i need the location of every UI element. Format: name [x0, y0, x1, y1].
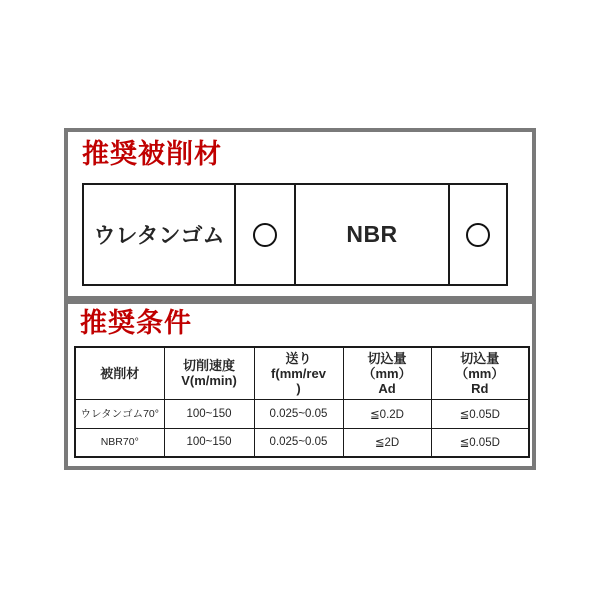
- conditions-panel-title: 推奨条件: [80, 308, 192, 338]
- material-nbr-mark-cell: [448, 185, 506, 284]
- cell-speed: 100~150: [164, 428, 254, 457]
- header-depth-of-cut-ad: 切込量 （mm） Ad: [343, 347, 431, 399]
- material-urethane-mark-cell: [234, 185, 294, 284]
- cell-rd: ≦0.05D: [431, 428, 529, 457]
- material-name-nbr: NBR: [294, 185, 448, 284]
- cell-feed: 0.025~0.05: [254, 428, 343, 457]
- materials-panel-title: 推奨被削材: [82, 139, 222, 169]
- circle-mark-icon: [466, 223, 490, 247]
- header-cutting-speed: 切削速度 V(m/min): [164, 347, 254, 399]
- cell-feed: 0.025~0.05: [254, 399, 343, 428]
- cell-ad: ≦2D: [343, 428, 431, 457]
- cell-ad: ≦0.2D: [343, 399, 431, 428]
- recommended-materials-panel: [64, 128, 536, 300]
- circle-mark-icon: [253, 223, 277, 247]
- recommended-conditions-panel: [64, 300, 536, 470]
- cell-material: ウレタンゴム70°: [75, 399, 164, 428]
- materials-table: [82, 183, 508, 286]
- cell-material: NBR70°: [75, 428, 164, 457]
- conditions-header-row: [75, 347, 529, 399]
- cell-speed: 100~150: [164, 399, 254, 428]
- header-feed: 送り f(mm/rev ): [254, 347, 343, 399]
- header-depth-of-cut-rd: 切込量 （mm） Rd: [431, 347, 529, 399]
- cell-rd: ≦0.05D: [431, 399, 529, 428]
- conditions-table: [74, 346, 530, 458]
- header-workpiece: 被削材: [75, 347, 164, 399]
- conditions-row-urethane: [75, 399, 529, 428]
- conditions-row-nbr: [75, 428, 529, 457]
- material-name-urethane: ウレタンゴム: [93, 223, 225, 248]
